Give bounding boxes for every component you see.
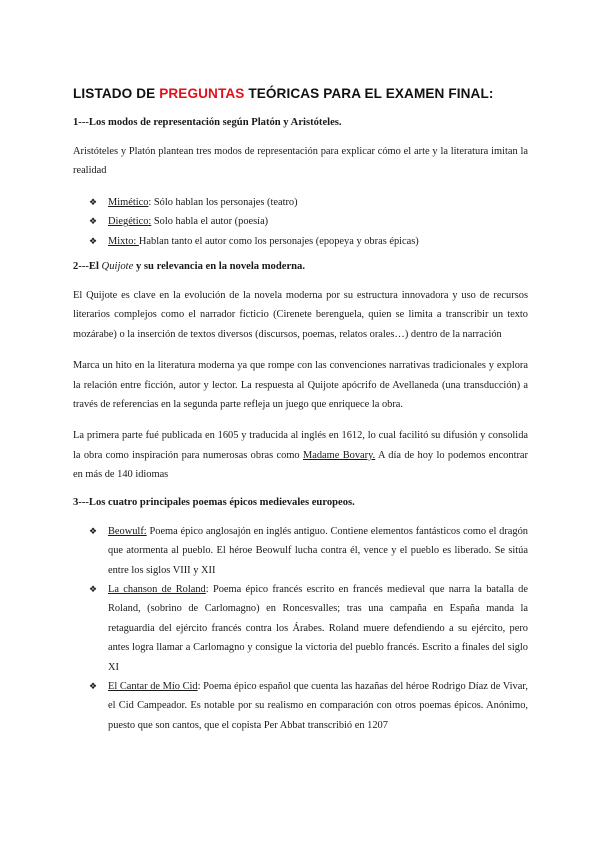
list-item-text: : Poema épico francés escrito en francés medieval que narra la batalla de Roland, (sobrino de Carlomagno) en Roncesvalles; tras una campaña en España manda la retaguardia del ejército francés contra los Árabes. Roland muere defendiendo a su ejército, pero antes logra llamar a Carlomagno y consigue la victoria del pueblo francés. Escrito a finales del siglo XI (108, 583, 528, 673)
diamond-bullet-icon: ❖ (89, 235, 98, 246)
list-item-term: La chanson de Roland (108, 583, 206, 595)
document-title (73, 86, 528, 101)
list-item-term: Diegético: (108, 216, 152, 228)
underlined-title: Madame Bovary. (302, 449, 376, 461)
list-item (89, 212, 528, 231)
diamond-bullet-icon: ❖ (89, 216, 98, 227)
section-1-list (73, 193, 528, 251)
diamond-bullet-icon: ❖ (89, 583, 98, 594)
list-item-text: Solo habla el autor (poesía) (151, 216, 269, 228)
diamond-bullet-icon: ❖ (89, 196, 98, 207)
diamond-bullet-icon: ❖ (89, 680, 98, 691)
list-item-term: Mimético (108, 196, 149, 208)
list-item (89, 677, 528, 735)
section-3-heading: 3---Los cuatro principales poemas épicos medievales europeos. (73, 496, 355, 508)
diamond-bullet-icon: ❖ (89, 525, 98, 536)
title-suffix: TEÓRICAS PARA EL EXAMEN FINAL: (244, 86, 494, 101)
section-3-list (73, 522, 528, 735)
heading-part: y su relevancia en la novela moderna. (133, 261, 305, 273)
list-item-term: El Cantar de Mío Cid (108, 680, 198, 692)
title-highlight: PREGUNTAS (159, 86, 245, 101)
section-2-paragraph-1: El Quijote es clave en la evolución de la novela moderna por su estructura innovadora y uso de recursos literarios complejos como el narrador ficticio (Cirenete berenguela, quien se limita a transcribir un texto mozárabe) o la inserción de textos diversos (discursos, poemas, relatos orales…) dentro de la narración (73, 290, 528, 340)
paragraph-text: A día de hoy lo podemos encontrar en más de 140 idiomas (73, 449, 528, 481)
list-item (89, 193, 528, 212)
section-2-heading (73, 261, 528, 272)
section-2-paragraph-3 (73, 426, 528, 484)
list-item-text: : Sólo hablan los personajes (teatro) (148, 196, 298, 208)
section-1-intro: Aristóteles y Platón plantean tres modos de representación para explicar cómo el arte y la literatura imitan la realidad (73, 146, 528, 177)
list-item-text: Hablan tanto el autor como los personajes (epopeya y obras épicas) (138, 235, 419, 247)
list-item-term: Mixto: (108, 235, 139, 247)
list-item-term: Beowulf: (108, 525, 147, 537)
section-1-heading: 1---Los modos de representación según Platón y Aristóteles. (73, 117, 342, 128)
list-item-text: : Poema épico español que cuenta las hazañas del héroe Rodrigo Díaz de Vivar, el Cid Campeador. Es notable por su realismo en comparación con otros poemas épicos. Anónimo, puesto que son cantos, que el copista Per Abbat transcribió en 1207 (108, 680, 528, 731)
list-item (89, 232, 528, 251)
paragraph-text: La primera parte fué publicada en 1605 y traducida al inglés en 1612, lo cual facilitó su difusión y consolida la obra como inspiración para numerosas obras como (73, 430, 528, 461)
heading-italic: Quijote (101, 261, 134, 273)
list-item (89, 580, 528, 677)
list-item (89, 522, 528, 580)
list-item-text: Poema épico anglosajón en inglés antiguo. Contiene elementos fantásticos como el dragón que atormenta al pueblo. El héroe Beowulf lucha contra él, vence y el pueblo es liberado. Se sitúa entre los siglos VIII y XII (108, 525, 528, 576)
title-prefix: LISTADO DE (73, 86, 160, 101)
heading-part: 2---El (73, 261, 102, 273)
section-2-paragraph-2: Marca un hito en la literatura moderna ya que rompe con las convenciones narrativas tradicionales y explora la relación entre ficción, autor y lector. La respuesta al Quijote apócrifo de Avellaneda (una transducción) a través de referencias en la segunda parte refleja un juego que enriquece la obra. (73, 360, 528, 411)
